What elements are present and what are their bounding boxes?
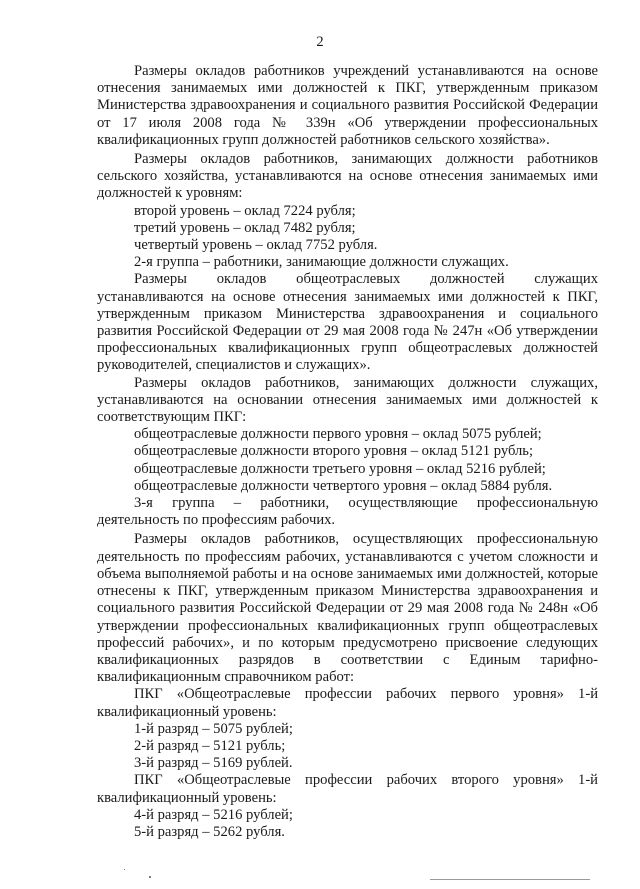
paragraph-pkg-second-level: ПКГ «Общеотраслевые профессии рабочих второго уровня» 1-й квалификационный уровень: bbox=[97, 772, 598, 806]
paragraph-worker-professions: Размеры окладов работников, осуществляющих профессиональную деятельность по профессиям рабочих, устанавливаются с учетом сложности и объема выполняемой работы и на основе занимаемых ими должностей, которые отнесены к ПКГ, утвержденным приказом Министерства здравоохранения и социального развития Российской Федерации от 29 мая 2008 года № 248н «Об утверждении профессиональных квалификационных групп общеотраслевых профессий рабочих», и по которым предусмотрено присвоение следующих квалификационных разрядов в соответствии с Единым тарифно-квалификационным справочником работ: bbox=[97, 531, 598, 686]
list-item: 1-й разряд – 5075 рублей; bbox=[134, 720, 293, 737]
list-item: 2-й разряд – 5121 рубль; bbox=[134, 737, 286, 754]
paragraph-office-positions: Размеры окладов общеотраслевых должностей служащих устанавливаются на основе отнесения занимаемых ими должностей к ПКГ, утвержденным приказом Министерства здравоохранения и социального развития Российской Федерации от 29 мая 2008 года № 247н «Об утверждении профессиональных квалификационных групп общеотраслевых должностей руководителей, специалистов и служащих». bbox=[97, 271, 598, 374]
list-item: третий уровень – оклад 7482 рубля; bbox=[134, 219, 356, 236]
list-item: 3-й разряд – 5169 рублей. bbox=[134, 755, 293, 772]
paragraph-employee-salaries: Размеры окладов работников, занимающих должности служащих, устанавливаются на основании отнесения занимаемых ими должностей к соответствующим ПКГ: bbox=[97, 374, 598, 426]
list-item: общеотраслевые должности второго уровня – оклад 5121 рубль; bbox=[134, 443, 533, 460]
scan-speck bbox=[124, 869, 125, 870]
paragraph-agri-workers: Размеры окладов работников, занимающих должности работников сельского хозяйства, устанавливаются на основе отнесения занимаемых ими должностей к уровням: bbox=[97, 151, 598, 202]
scan-edge-line bbox=[430, 879, 590, 880]
list-item: 5-й разряд – 5262 рубля. bbox=[134, 823, 285, 840]
list-item: 4-й разряд – 5216 рублей; bbox=[134, 806, 293, 823]
page-number: 2 bbox=[316, 34, 324, 50]
list-item: общеотраслевые должности третьего уровня – оклад 5216 рублей; bbox=[134, 460, 546, 477]
list-item: общеотраслевые должности первого уровня – оклад 5075 рублей; bbox=[134, 426, 542, 443]
list-item: второй уровень – оклад 7224 рубля; bbox=[134, 202, 356, 219]
list-item: четвертый уровень – оклад 7752 рубля. bbox=[134, 237, 378, 254]
paragraph-pkg-first-level: ПКГ «Общеотраслевые профессии рабочих первого уровня» 1-й квалификационный уровень: bbox=[97, 686, 598, 720]
group-heading-3: 3-я группа – работники, осуществляющие профессиональную деятельность по профессиям рабочих. bbox=[97, 495, 598, 529]
paragraph-salary-basis: Размеры окладов работников учреждений устанавливаются на основе отнесения занимаемых ими должностей к ПКГ, утвержденным приказом Министерства здравоохранения и социального развития Российской Федерации от 17 июля 2008 года № 339н «Об утверждении профессиональных квалификационных групп должностей работников сельского хозяйства». bbox=[97, 63, 598, 148]
list-item: общеотраслевые должности четвертого уровня – оклад 5884 рубля. bbox=[134, 477, 553, 494]
document-body bbox=[97, 63, 598, 841]
group-heading-2: 2-я группа – работники, занимающие должности служащих. bbox=[134, 254, 509, 271]
scan-speck bbox=[149, 876, 151, 878]
